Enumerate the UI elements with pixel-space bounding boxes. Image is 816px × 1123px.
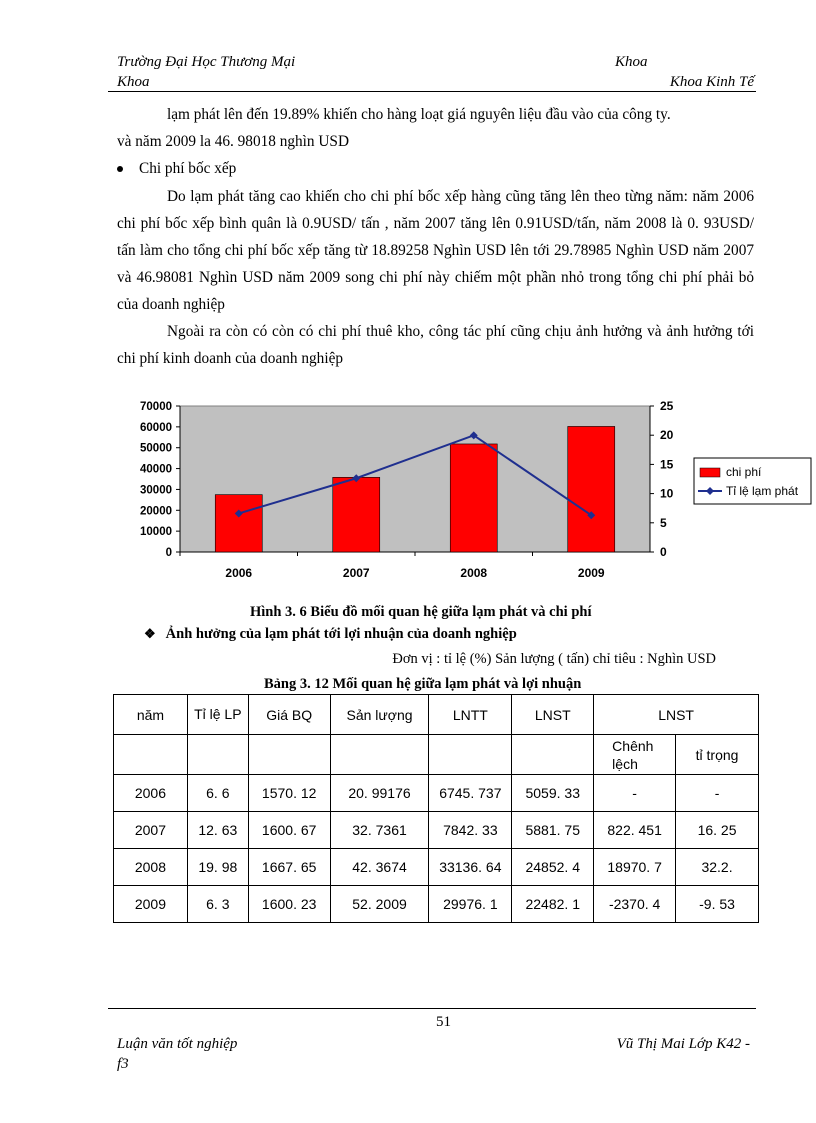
footer-left: Luận văn tốt nghiệp: [117, 1036, 238, 1052]
table-row: [114, 812, 759, 849]
y2-tick-label: 10: [660, 486, 674, 501]
body-paragraphs: [117, 183, 754, 372]
th-lnst-group: LNST: [594, 695, 759, 735]
diamond-bullet-icon: ❖: [144, 626, 156, 641]
bar-2008: [450, 444, 497, 552]
body-text: [117, 101, 754, 155]
x-tick-label: 2006: [225, 566, 253, 580]
td-share: -: [676, 775, 759, 812]
td-price: 1570. 12: [248, 775, 330, 812]
td-share: 32.2.: [676, 849, 759, 886]
th-lntt: LNTT: [429, 695, 512, 735]
header-school: Trường Đại Học Thương Mại: [117, 54, 296, 70]
th-lnst: LNST: [512, 695, 594, 735]
td-lnst: 5059. 33: [512, 775, 594, 812]
table-caption: Bảng 3. 12 Mối quan hệ giữa lạm phát và lợi nhuận: [264, 676, 582, 692]
footer-left-2: f3: [117, 1056, 129, 1072]
y-tick-label: 20000: [140, 505, 172, 518]
td-difference: -: [594, 775, 676, 812]
y2-tick-label: 0: [660, 545, 667, 559]
sub-empty-cell: [187, 735, 248, 775]
page-number: 51: [436, 1014, 451, 1030]
y2-tick-label: 5: [660, 515, 667, 530]
bullet-item: [117, 160, 236, 178]
header-rule: [108, 91, 756, 92]
table-row: [114, 886, 759, 923]
y-tick-label: 70000: [140, 401, 172, 413]
td-lntt: 6745. 737: [429, 775, 512, 812]
td-lnst: 24852. 4: [512, 849, 594, 886]
td-lntt: 7842. 33: [429, 812, 512, 849]
legend-swatch-bar: [700, 468, 720, 477]
table-row: [114, 775, 759, 812]
th-difference: Chênh lệch: [594, 735, 676, 775]
footer-rule: [108, 1008, 756, 1009]
th-inflation: Tỉ lệ LP: [187, 695, 248, 735]
body-para-2: Ngoài ra còn có còn có chi phí thuê kho, công tác phí cũng chịu ảnh hưởng và ảnh hưởng tới chi phí kinh doanh của doanh nghiệp: [117, 323, 754, 367]
sub-empty-cell: [114, 735, 188, 775]
td-year: 2006: [114, 775, 188, 812]
figure-caption: Hình 3. 6 Biểu đồ mối quan hệ giữa lạm phát và chi phí: [250, 604, 592, 620]
td-difference: 822. 451: [594, 812, 676, 849]
bar-2006: [215, 495, 262, 552]
td-volume: 42. 3674: [330, 849, 429, 886]
profit-table: [113, 694, 759, 923]
th-share: tỉ trọng: [676, 735, 759, 775]
x-tick-label: 2009: [577, 566, 605, 580]
table-header-row: [114, 695, 759, 735]
sub-empty-cell: [429, 735, 512, 775]
header-khoa-left: Khoa: [117, 74, 150, 90]
y2-tick-label: 25: [660, 399, 674, 413]
td-volume: 32. 7361: [330, 812, 429, 849]
td-price: 1667. 65: [248, 849, 330, 886]
table-row: [114, 849, 759, 886]
td-lnst: 22482. 1: [512, 886, 594, 923]
y-tick-label: 30000: [140, 484, 172, 497]
td-share: -9. 53: [676, 886, 759, 923]
td-inflation: 6. 6: [187, 775, 248, 812]
td-year: 2008: [114, 849, 188, 886]
td-inflation: 19. 98: [187, 849, 248, 886]
y-tick-label: 60000: [140, 421, 172, 434]
header-khoa: Khoa: [615, 54, 648, 70]
legend-label-inflation: Tỉ lệ lạm phát: [726, 484, 799, 498]
bullet-label: Chi phí bốc xếp: [139, 160, 237, 177]
body-line-2: và năm 2009 la 46. 98018 nghìn USD: [117, 133, 349, 150]
td-price: 1600. 23: [248, 886, 330, 923]
td-volume: 20. 99176: [330, 775, 429, 812]
header-faculty: Khoa Kinh Tế: [669, 74, 754, 90]
bullet-dot-icon: [117, 166, 123, 172]
x-tick-label: 2008: [460, 566, 488, 580]
td-year: 2009: [114, 886, 188, 923]
td-year: 2007: [114, 812, 188, 849]
legend-label-cost: chi phí: [726, 465, 762, 479]
body-line-1: lạm phát lên đến 19.89% khiến cho hàng loạt giá nguyên liệu đầu vào của công ty.: [167, 106, 671, 123]
th-year: năm: [114, 695, 188, 735]
section-heading: [144, 626, 517, 643]
th-volume: Sản lượng: [330, 695, 429, 735]
td-difference: -2370. 4: [594, 886, 676, 923]
y-tick-label: 50000: [140, 442, 172, 455]
inflation-cost-chart: [100, 392, 816, 592]
body-para-1: Do lạm phát tăng cao khiến cho chi phí bốc xếp hàng cũng tăng lên theo từng năm: năm 2006 chi phí bốc xếp bình quân là 0.9USD/ tấn , năm 2007 tăng lên 0.91USD/tấn, năm 2008 là 0. 93USD/ tấn làm cho tổng chi phí bốc xếp tăng từ 18.89258 Nghìn USD lên tới 29.78985 Nghìn USD năm 2007 và 46.98081 Nghìn USD năm 2009 song chi phí này chiếm một phần nhỏ trong tổng chi phí phải bỏ của doanh nghiệp: [117, 188, 754, 313]
td-price: 1600. 67: [248, 812, 330, 849]
td-difference: 18970. 7: [594, 849, 676, 886]
x-tick-label: 2007: [342, 566, 370, 580]
table-subheader-row: [114, 735, 759, 775]
footer-right: Vũ Thị Mai Lớp K42 -: [616, 1036, 750, 1052]
th-price: Giá BQ: [248, 695, 330, 735]
td-share: 16. 25: [676, 812, 759, 849]
section-heading-text: Ảnh hưởng của lạm phát tới lợi nhuận của doanh nghiệp: [165, 626, 517, 642]
unit-note: Đơn vị : tỉ lệ (%) Sản lượng ( tấn) chỉ tiêu : Nghìn USD: [392, 651, 716, 667]
sub-empty-cell: [330, 735, 429, 775]
td-volume: 52. 2009: [330, 886, 429, 923]
bar-2007: [333, 477, 380, 552]
td-inflation: 12. 63: [187, 812, 248, 849]
y2-tick-label: 15: [660, 457, 674, 472]
td-lntt: 33136. 64: [429, 849, 512, 886]
y-tick-label: 10000: [140, 526, 172, 539]
y-tick-label: 0: [165, 547, 172, 559]
sub-empty-cell: [248, 735, 330, 775]
td-inflation: 6. 3: [187, 886, 248, 923]
sub-empty-cell: [512, 735, 594, 775]
td-lntt: 29976. 1: [429, 886, 512, 923]
y2-tick-label: 20: [660, 428, 674, 443]
y-tick-label: 40000: [140, 463, 172, 476]
td-lnst: 5881. 75: [512, 812, 594, 849]
bar-2009: [568, 426, 615, 552]
